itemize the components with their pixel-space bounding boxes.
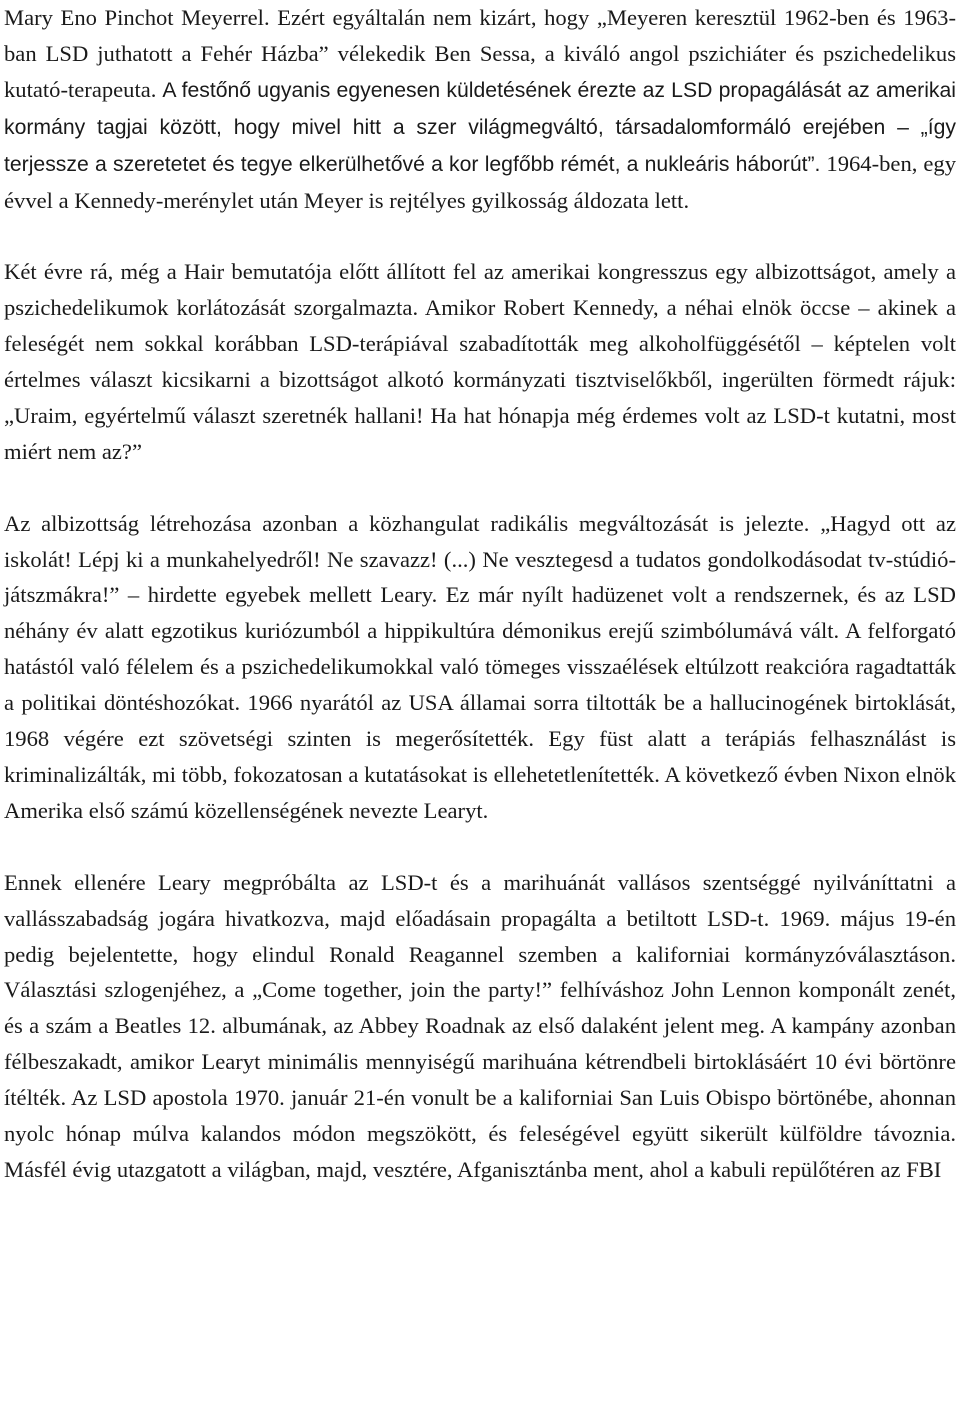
paragraph-albizottsag	[4, 506, 956, 829]
paragraph-meyer-run-1: Mary Eno Pinchot Meyerrel. Ezért egyáltalán nem kizárt, hogy „Meyeren keresztül 1962-ben és 1963-ban LSD juthatott a Fehér Házba” vélekedik Ben Sessa, a kiváló angol pszichiáter és pszichedelikus kutató-terapeuta.	[4, 5, 956, 102]
paragraph-meyer-run-3: 1964-ben, egy évvel a Kennedy-merénylet után Meyer is rejtélyes gyilkosság áldozata lett.	[4, 150, 956, 213]
paragraph-leary	[4, 865, 956, 1188]
paragraph-leary-run-1: Ennek ellenére Leary megpróbálta az LSD-t és a marihuánát vallásos szentséggé nyilváníttatni a vallásszabadság jogára hivatkozva, majd előadásain propagálta a betiltott LSD-t. 1969. május 19-én pedig bejelentette, hogy elindul Ronald Reagannel szemben a kaliforniai kormányzóválasztáson. Választási szlogenjéhez, a „Come together, join the party!” felhíváshoz John Lennon komponált zenét, és a szám a Beatles 12. albumának, az Abbey Roadnak az első dalaként jelent meg. A kampány azonban félbeszakadt, amikor Learyt minimális mennyiségű marihuána kétrendbeli birtoklásáért 10 évi börtönre ítélték. Az LSD apostola 1970. január 21-én vonult be a kaliforniai San Luis Obispo börtönébe, ahonnan nyolc hónap múlva kalandos módon megszökött, és feleségével együtt sikerült külföldre távoznia. Másfél évig utazgatott a világban, majd, vesztére, Afganisztánba ment, ahol a kabuli repülőtéren az FBI	[4, 869, 956, 1182]
paragraph-meyer	[4, 0, 956, 218]
document-page	[4, 0, 956, 1188]
paragraph-albizottsag-run-1: Az albizottság létrehozása azonban a közhangulat radikális megváltozását is jelezte. „Hagyd ott az iskolát! Lépj ki a munkahelyedről! Ne szavazz! (...) Ne vesztegesd a tudatos gondolkodásodat tv-stúdió-játszmákra!” – hirdette egyebek mellett Leary. Ez már nyílt hadüzenet volt a rendszernek, és az LSD néhány év alatt egzotikus kuriózumból a hippikultúra démonikus erejű szimbólumává vált. A felforgató hatástól való félelem és a pszichedelikumokkal való tömeges visszaélések eltúlzott reakcióra ragadtatták a politikai döntéshozókat. 1966 nyarától az USA államai sorra tiltották be a hallucinogének birtoklását, 1968 végére ezt szövetségi szinten is megerősítették. Egy füst alatt a terápiás felhasználást is kriminalizálták, mi több, fokozatosan a kutatásokat is ellehetetlenítették. A következő évben Nixon elnök Amerika első számú közellenségének nevezte Learyt.	[4, 510, 956, 823]
paragraph-meyer-run-2: A festőnő ugyanis egyenesen küldetésének érezte az LSD propagálását az amerikai kormány tagjai között, hogy mivel hitt a szer világmegváltó, társadalomformáló erejében – „így terjessze a szeretetet és tegye elkerülhetővé a kor legfőbb rémét, a nukleáris háborút”.	[4, 78, 956, 176]
paragraph-kennedy	[4, 254, 956, 469]
paragraph-kennedy-run-1: Két évre rá, még a Hair bemutatója előtt állított fel az amerikai kongresszus egy albizottságot, amely a pszichedelikumok korlátozását szorgalmazta. Amikor Robert Kennedy, a néhai elnök öccse – akinek a feleségét nem sokkal korábban LSD-terápiával szabadították meg alkoholfüggésétől – képtelen volt értelmes választ kicsikarni a bizottságot alkotó kormányzati tisztviselőkből, ingerülten förmedt rájuk: „Uraim, egyértelmű választ szeretnék hallani! Ha hat hónapja még érdemes volt az LSD-t kutatni, most miért nem az?”	[4, 259, 956, 464]
